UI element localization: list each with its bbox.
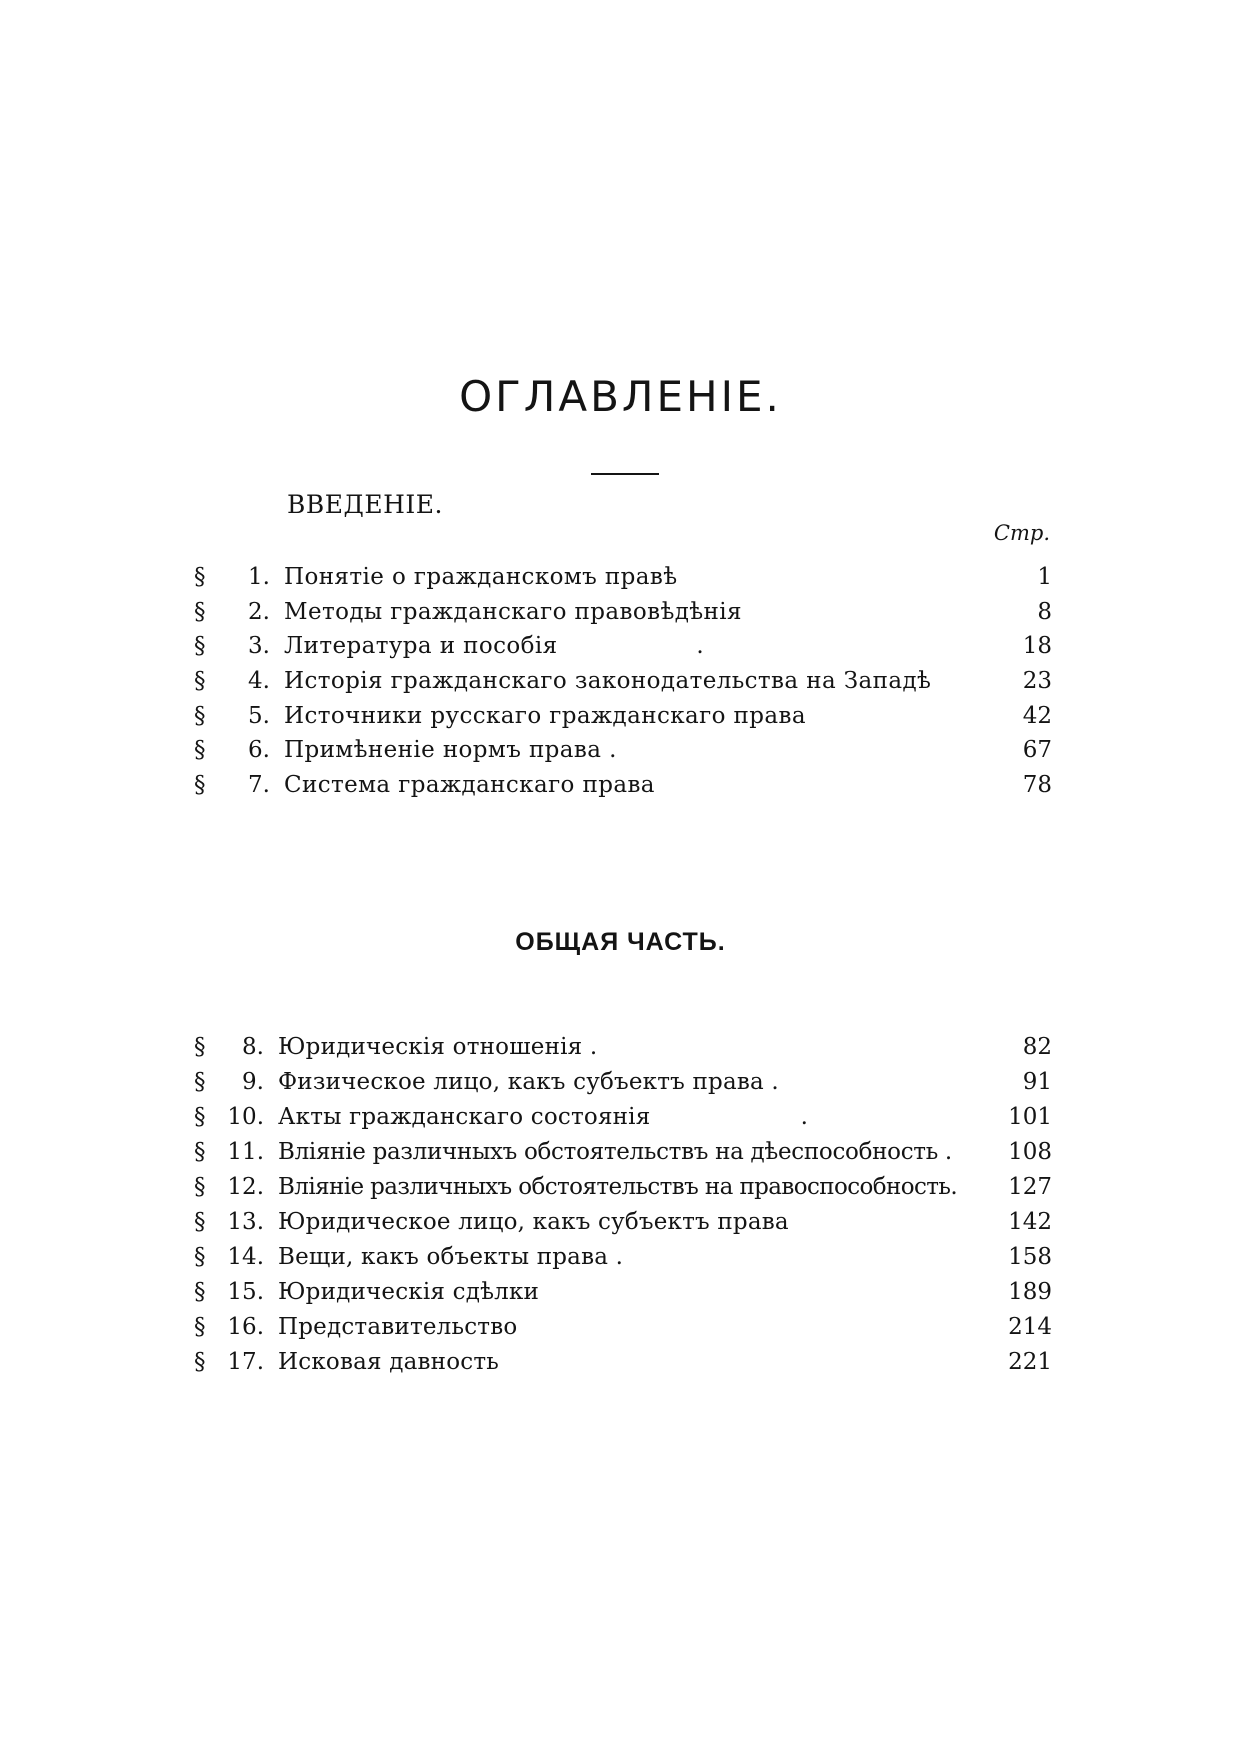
page-number: 142 — [1008, 1209, 1052, 1235]
section-number: 11. — [227, 1139, 264, 1165]
page-number: 214 — [1008, 1314, 1052, 1340]
section-number: 2. — [248, 598, 270, 625]
section-symbol: § — [194, 1209, 206, 1235]
section-title: Вліяніе различныхъ обстоятельствъ на правоспособность. — [278, 1174, 958, 1200]
toc-entry — [194, 1030, 1052, 1065]
title-divider — [591, 473, 659, 475]
introduction-toc — [194, 560, 1052, 803]
page-number: 67 — [1022, 737, 1052, 764]
page-number: 78 — [1022, 772, 1052, 799]
general-part-heading: ОБЩАЯ ЧАСТЬ. — [515, 928, 726, 956]
toc-entry — [194, 595, 1052, 630]
page-number: 108 — [1008, 1139, 1052, 1165]
toc-entry — [194, 1100, 1052, 1135]
section-title: Литература и пособія . — [284, 633, 705, 660]
section-title: Исковая давность — [278, 1349, 499, 1375]
section-symbol: § — [194, 668, 206, 695]
page-number: 221 — [1008, 1349, 1052, 1375]
section-number: 12. — [227, 1174, 264, 1200]
page-number: 8 — [1037, 598, 1052, 625]
section-symbol: § — [194, 1349, 206, 1375]
section-number: 10. — [227, 1104, 264, 1130]
section-symbol: § — [194, 633, 206, 660]
toc-entry — [194, 699, 1052, 734]
toc-entry — [194, 1240, 1052, 1275]
section-title: Представительство — [278, 1314, 518, 1340]
section-title: Физическое лицо, какъ субъектъ права . — [278, 1069, 779, 1095]
section-symbol: § — [194, 1034, 206, 1060]
section-symbol: § — [194, 1244, 206, 1270]
toc-entry — [194, 733, 1052, 768]
page-number: 82 — [1022, 1034, 1052, 1060]
toc-entry — [194, 629, 1052, 664]
section-title: Примѣненіе нормъ права . — [284, 737, 617, 764]
section-number: 7. — [248, 772, 270, 799]
section-symbol: § — [194, 737, 206, 764]
section-number: 17. — [227, 1349, 264, 1375]
page-number: 127 — [1008, 1174, 1052, 1200]
section-symbol: § — [194, 1139, 206, 1165]
toc-entry — [194, 1065, 1052, 1100]
section-symbol: § — [194, 564, 206, 590]
toc-entry — [194, 1205, 1052, 1240]
page-title: ОГЛАВЛЕНІЕ. — [459, 372, 782, 421]
section-number: 6. — [248, 737, 270, 764]
section-title: Методы гражданскаго правовѣдѣнія — [284, 598, 742, 625]
section-number: 15. — [227, 1279, 264, 1305]
section-title: Юридическое лицо, какъ субъектъ права — [278, 1209, 789, 1235]
section-symbol: § — [194, 772, 206, 799]
toc-entry — [194, 560, 1052, 595]
page-number: 101 — [1008, 1104, 1052, 1130]
section-title: Юридическія отношенія . — [278, 1034, 598, 1060]
introduction-heading: ВВЕДЕНІЕ. — [287, 490, 443, 519]
section-number: 1. — [248, 564, 270, 590]
section-title: Источники русскаго гражданскаго права — [284, 702, 806, 729]
section-symbol: § — [194, 1069, 206, 1095]
toc-entry — [194, 1275, 1052, 1310]
general-part-toc — [194, 1030, 1052, 1380]
section-symbol: § — [194, 702, 206, 729]
toc-entry — [194, 664, 1052, 699]
page-number: 23 — [1022, 668, 1052, 695]
page-number: 18 — [1022, 633, 1052, 660]
toc-entry — [194, 768, 1052, 803]
section-number: 14. — [227, 1244, 264, 1270]
section-number: 5. — [248, 702, 270, 729]
section-number: 16. — [227, 1314, 264, 1340]
section-title: Понятіе о гражданскомъ правѣ — [284, 564, 678, 590]
section-symbol: § — [194, 1174, 206, 1200]
section-title: Вліяніе различныхъ обстоятельствъ на дѣеспособность . — [278, 1139, 952, 1165]
page-number: 189 — [1008, 1279, 1052, 1305]
section-symbol: § — [194, 1279, 206, 1305]
page-number: 1 — [1037, 564, 1052, 590]
page-column-label: Стр. — [993, 521, 1050, 545]
section-title: Акты гражданскаго состоянія . — [278, 1104, 809, 1130]
section-title: Система гражданскаго права — [284, 772, 655, 799]
page-number: 42 — [1022, 702, 1052, 729]
page-number: 158 — [1008, 1244, 1052, 1270]
toc-entry — [194, 1135, 1052, 1170]
page-number: 91 — [1022, 1069, 1052, 1095]
section-symbol: § — [194, 1314, 206, 1340]
section-number: 3. — [248, 633, 270, 660]
section-number: 8. — [242, 1034, 264, 1060]
section-number: 4. — [248, 668, 270, 695]
section-title: Вещи, какъ объекты права . — [278, 1244, 624, 1270]
section-title: Юридическія сдѣлки — [278, 1279, 540, 1305]
toc-entry — [194, 1310, 1052, 1345]
section-title: Исторія гражданскаго законодательства на Западѣ — [284, 668, 932, 695]
section-number: 9. — [242, 1069, 264, 1095]
section-symbol: § — [194, 1104, 206, 1130]
section-number: 13. — [227, 1209, 264, 1235]
toc-entry — [194, 1345, 1052, 1380]
section-symbol: § — [194, 598, 206, 625]
toc-entry — [194, 1170, 1052, 1205]
